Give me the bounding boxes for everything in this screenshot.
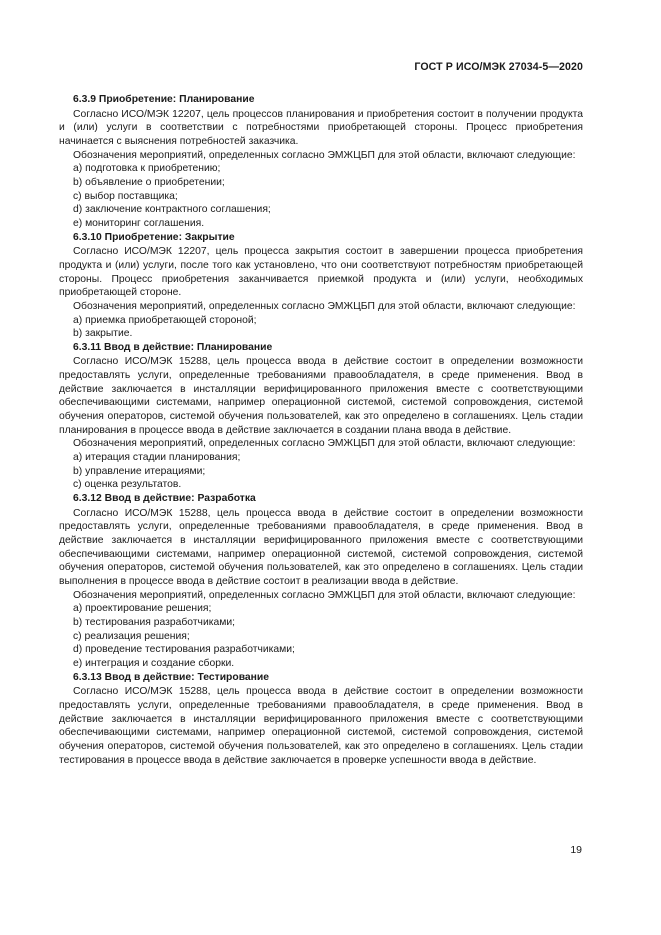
section-6-3-11 — [59, 341, 583, 492]
section-title: 6.3.11 Ввод в действие: Планирование — [73, 341, 273, 353]
list-item: b) объявление о приобретении; — [73, 176, 225, 188]
section-title: 6.3.9 Приобретение: Планирование — [73, 94, 255, 105]
section-6-3-12 — [59, 492, 583, 671]
list-item: c) оценка результатов. — [73, 479, 182, 491]
list-item: a) подготовка к приобретению; — [73, 163, 221, 175]
list-item: c) реализация решения; — [73, 630, 190, 642]
list-item: c) выбор поставщика; — [73, 190, 178, 202]
section-6-3-13 — [59, 671, 583, 768]
list-item: d) заключение контрактного соглашения; — [73, 204, 271, 216]
section-title: 6.3.12 Ввод в действие: Разработка — [73, 493, 256, 505]
paragraph: Согласно ИСО/МЭК 15288, цель процесса ввода в действие состоит в определении возможности предоставлять услуги, определенные требованиями правообладателя, в среде применения. Ввод в действие заключается в инсталляции верифицированного приложения вместе с соответствующими обеспечивающими системами, например операционной системой, системой сопровождения, системой обучения операторов, системой обучения пользователей, как это определено в соглашениях. Цель стадии выполнения в процессе ввода в действие состоит в реализации ввода в действие. — [59, 507, 583, 587]
list-item: d) проведение тестирования разработчиками; — [73, 644, 295, 656]
paragraph: Обозначения мероприятий, определенных согласно ЭМЖЦБП для этой области, включают следующие: — [73, 438, 576, 450]
section-6-3-10 — [59, 231, 583, 341]
section-6-3-9 — [59, 93, 583, 231]
paragraph: Согласно ИСО/МЭК 12207, цель процесса закрытия состоит в завершении процесса приобретения продукта и (или) услуги, после того как установлено, что они соответствуют потребностям приобретающей стороны. Процесс приобретения заканчивается приемкой продукта и (или) услуги, необходимых приобретающей стороне. — [59, 246, 583, 299]
paragraph: Согласно ИСО/МЭК 12207, цель процессов планирования и приобретения состоит в получении продукта и (или) услуги в соответствии с потребностями приобретающей стороны. Процесс приобретения начинается с выяснения потребностей заказчика. — [59, 108, 583, 147]
list-item: e) мониторинг соглашения. — [73, 217, 205, 229]
paragraph: Согласно ИСО/МЭК 15288, цель процесса ввода в действие состоит в определении возможности предоставлять услуги, определенные требованиями правообладателя, в среде применения. Ввод в действие заключается в инсталляции верифицированного приложения вместе с соответствующими обеспечивающими системами, например операционной системой, системой сопровождения, системой обучения операторов, системой обучения пользователей, как это определено в соглашениях. Цель стадии планирования в процессе ввода в действие заключается в создании плана ввода в действие. — [59, 356, 583, 436]
list-item: b) закрытие. — [73, 328, 133, 340]
paragraph: Обозначения мероприятий, определенных согласно ЭМЖЦБП для этой области, включают следующие: — [73, 149, 576, 161]
paragraph: Согласно ИСО/МЭК 15288, цель процесса ввода в действие состоит в определении возможности предоставлять услуги, определенные требованиями правообладателя, в среде применения. Ввод в действие заключается в инсталляции верифицированного приложения вместе с соответствующими обеспечивающими системами, например операционной системой, системой сопровождения, системой обучения операторов, системой обучения пользователей, как это определено в соглашениях. Цель стадии тестирования в процессе ввода в действие заключается в проверке успешности ввода в действие. — [59, 686, 583, 766]
page-number: 19 — [570, 844, 582, 856]
section-title: 6.3.10 Приобретение: Закрытие — [73, 231, 235, 243]
section-title: 6.3.13 Ввод в действие: Тестирование — [73, 671, 270, 683]
list-item: a) приемка приобретающей стороной; — [73, 314, 257, 326]
list-item: e) интеграция и создание сборки. — [73, 657, 235, 669]
list-item: b) тестирования разработчиками; — [73, 616, 235, 628]
document-header: ГОСТ Р ИСО/МЭК 27034-5—2020 — [414, 61, 583, 73]
list-item: a) проектирование решения; — [73, 603, 212, 615]
paragraph: Обозначения мероприятий, определенных согласно ЭМЖЦБП для этой области, включают следующие: — [73, 589, 576, 601]
paragraph: Обозначения мероприятий, определенных согласно ЭМЖЦБП для этой области, включают следующие: — [73, 300, 576, 312]
list-item: b) управление итерациями; — [73, 465, 206, 477]
list-item: a) итерация стадии планирования; — [73, 452, 241, 464]
document-body — [59, 93, 583, 767]
